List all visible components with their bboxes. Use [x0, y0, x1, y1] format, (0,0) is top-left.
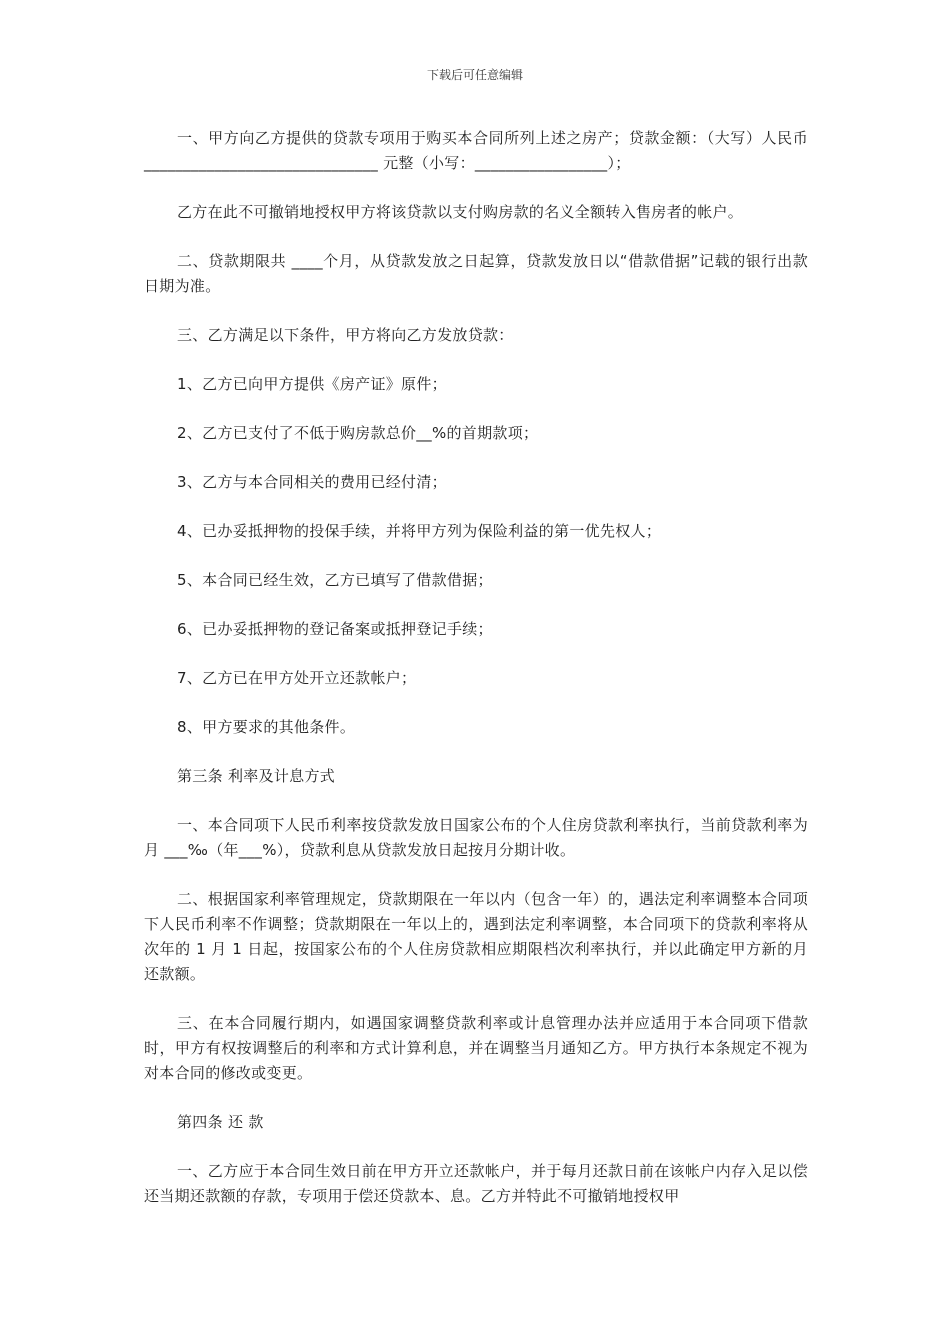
condition-item: 1、乙方已向甲方提供《房产证》原件；	[177, 375, 447, 393]
condition-item: 4、已办妥抵押物的投保手续，并将甲方列为保险利益的第一优先权人；	[177, 522, 662, 540]
clause-paragraph: 三、乙方满足以下条件，甲方将向乙方发放贷款：	[177, 326, 514, 344]
clause-paragraph: 一、甲方向乙方提供的贷款专项用于购买本合同所列上述之房产；贷款金额：（大写）人民币______________________________ 元整（小写：_________________）；	[144, 129, 808, 172]
document-body	[144, 126, 808, 1233]
clause-paragraph: 三、在本合同履行期内，如遇国家调整贷款利率或计息管理办法并应适用于本合同项下借款时，甲方有权按调整后的利率和方式计算利息，并在调整当月通知乙方。甲方执行本条规定不视为对本合同的修改或变更。	[144, 1014, 808, 1082]
condition-item: 2、乙方已支付了不低于购房款总价__%的首期款项；	[177, 424, 539, 442]
section-heading: 第三条 利率及计息方式	[177, 767, 336, 785]
clause-paragraph: 二、贷款期限共 ____个月，从贷款发放之日起算，贷款发放日以“借款借据”记载的银行出款日期为准。	[144, 252, 808, 295]
clause-paragraph: 二、根据国家利率管理规定，贷款期限在一年以内（包含一年）的，遇法定利率调整本合同项下人民币利率不作调整；贷款期限在一年以上的，遇到法定利率调整，本合同项下的贷款利率将从次年的 1 月 1 日起，按国家公布的个人住房贷款相应期限档次利率执行，并以此确定甲方新的月还款额。	[144, 890, 808, 983]
clause-paragraph: 一、乙方应于本合同生效日前在甲方开立还款帐户，并于每月还款日前在该帐户内存入足以偿还当期还款额的存款，专项用于偿还贷款本、息。乙方并特此不可撤销地授权甲	[144, 1162, 808, 1205]
condition-item: 8、甲方要求的其他条件。	[177, 718, 356, 736]
condition-item: 6、已办妥抵押物的登记备案或抵押登记手续；	[177, 620, 493, 638]
clause-paragraph: 乙方在此不可撤销地授权甲方将该贷款以支付购房款的名义全额转入售房者的帐户。	[177, 203, 744, 221]
page-header-note: 下载后可任意编辑	[426, 68, 523, 82]
clause-paragraph: 一、本合同项下人民币利率按贷款发放日国家公布的个人住房贷款利率执行，当前贷款利率为月 ___‰（年___%），贷款利息从贷款发放日起按月分期计收。	[144, 816, 808, 859]
condition-item: 7、乙方已在甲方处开立还款帐户；	[177, 669, 417, 687]
condition-item: 3、乙方与本合同相关的费用已经付清；	[177, 473, 447, 491]
section-heading: 第四条 还 款	[177, 1113, 264, 1131]
condition-item: 5、本合同已经生效，乙方已填写了借款借据；	[177, 571, 493, 589]
